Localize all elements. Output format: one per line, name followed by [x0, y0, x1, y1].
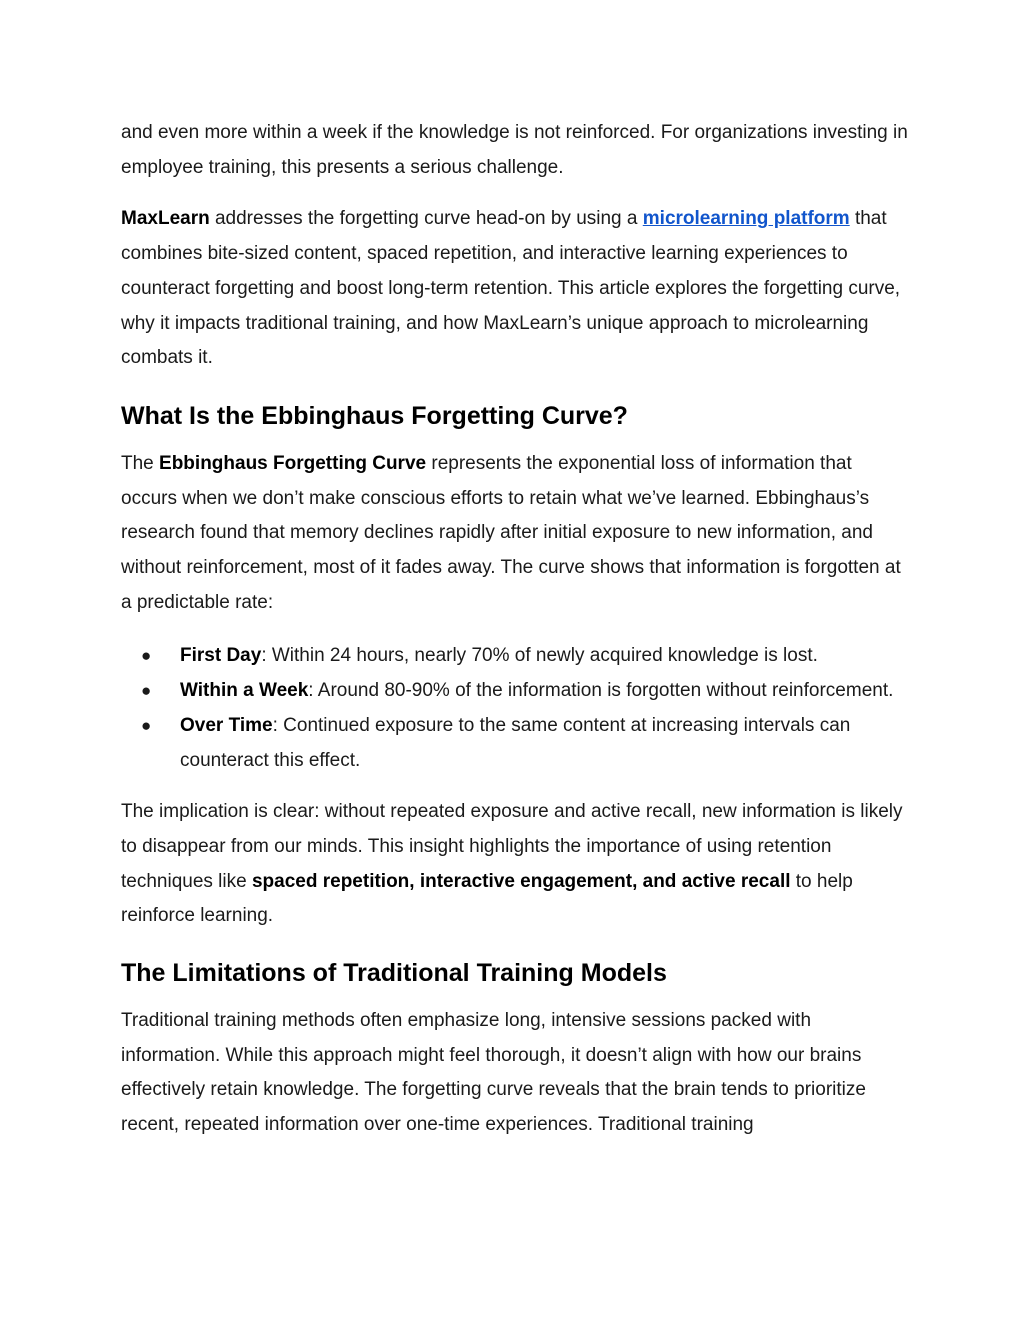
list-item: [121, 639, 911, 674]
bullet-text: : Around 80-90% of the information is forgotten without reinforcement.: [308, 680, 894, 702]
bullet-icon: ●: [141, 715, 152, 735]
microlearning-platform-link[interactable]: microlearning platform: [642, 208, 850, 230]
section1-prefix: The: [121, 452, 160, 474]
section2-paragraph: [121, 1004, 911, 1143]
list-item: [121, 709, 911, 778]
intro-text: and even more within a week if the knowledge is not reinforced. For organizations investing in employee training, this presents a serious challenge.: [121, 122, 908, 178]
bullet-icon: ●: [141, 646, 152, 666]
maxlearn-brand: MaxLearn: [121, 208, 210, 230]
bullet-term: Within a Week: [180, 680, 309, 702]
section1-paragraph: [121, 447, 911, 621]
implication-paragraph: [121, 795, 911, 934]
bullet-icon: ●: [141, 681, 152, 701]
bullet-text: : Continued exposure to the same content at increasing intervals can counteract this effect.: [180, 714, 851, 771]
maxlearn-paragraph: [121, 202, 911, 376]
section1-bold-term: Ebbinghaus Forgetting Curve: [159, 452, 427, 474]
bullet-text: : Within 24 hours, nearly 70% of newly acquired knowledge is lost.: [261, 645, 818, 667]
section2-text: Traditional training methods often emphasize long, intensive sessions packed with information. While this approach might feel thorough, it doesn’t align with how our brains effectively retain knowledge. The forgetting curve reveals that the brain tends to prioritize recent, repeated information over one-time experiences. Traditional training: [121, 1010, 866, 1136]
section2-heading: The Limitations of Traditional Training Models: [121, 959, 667, 988]
section1-heading: What Is the Ebbinghaus Forgetting Curve?: [121, 401, 628, 430]
document-page: [121, 116, 911, 1143]
maxlearn-text-before: addresses the forgetting curve head-on by using a: [209, 208, 643, 230]
bullet-term: First Day: [180, 645, 262, 667]
implication-prefix: The implication is clear: without repeated exposure and active recall, new information is likely to disappear from our minds. This insight highlights the importance of using retention techniques like: [121, 801, 903, 892]
intro-paragraph: [121, 116, 911, 185]
implication-suffix: to help reinforce learning.: [121, 870, 853, 927]
list-item: [121, 674, 911, 709]
bullet-list: [121, 639, 911, 778]
bullet-term: Over Time: [180, 714, 273, 736]
implication-bold: spaced repetition, interactive engagement, and active recall: [251, 870, 791, 892]
maxlearn-text-after: that combines bite-sized content, spaced repetition, and interactive learning experiences to counteract forgetting and boost long-term retention. This article explores the forgetting curve, why it impacts traditional training, and how MaxLearn’s unique approach to microlearning combats it.: [121, 208, 901, 369]
section1-suffix: represents the exponential loss of information that occurs when we don’t make conscious efforts to retain what we’ve learned. Ebbinghaus’s research found that memory declines rapidly after initial exposure to new information, and without reinforcement, most of it fades away. The curve shows that information is forgotten at a predictable rate:: [121, 452, 901, 613]
